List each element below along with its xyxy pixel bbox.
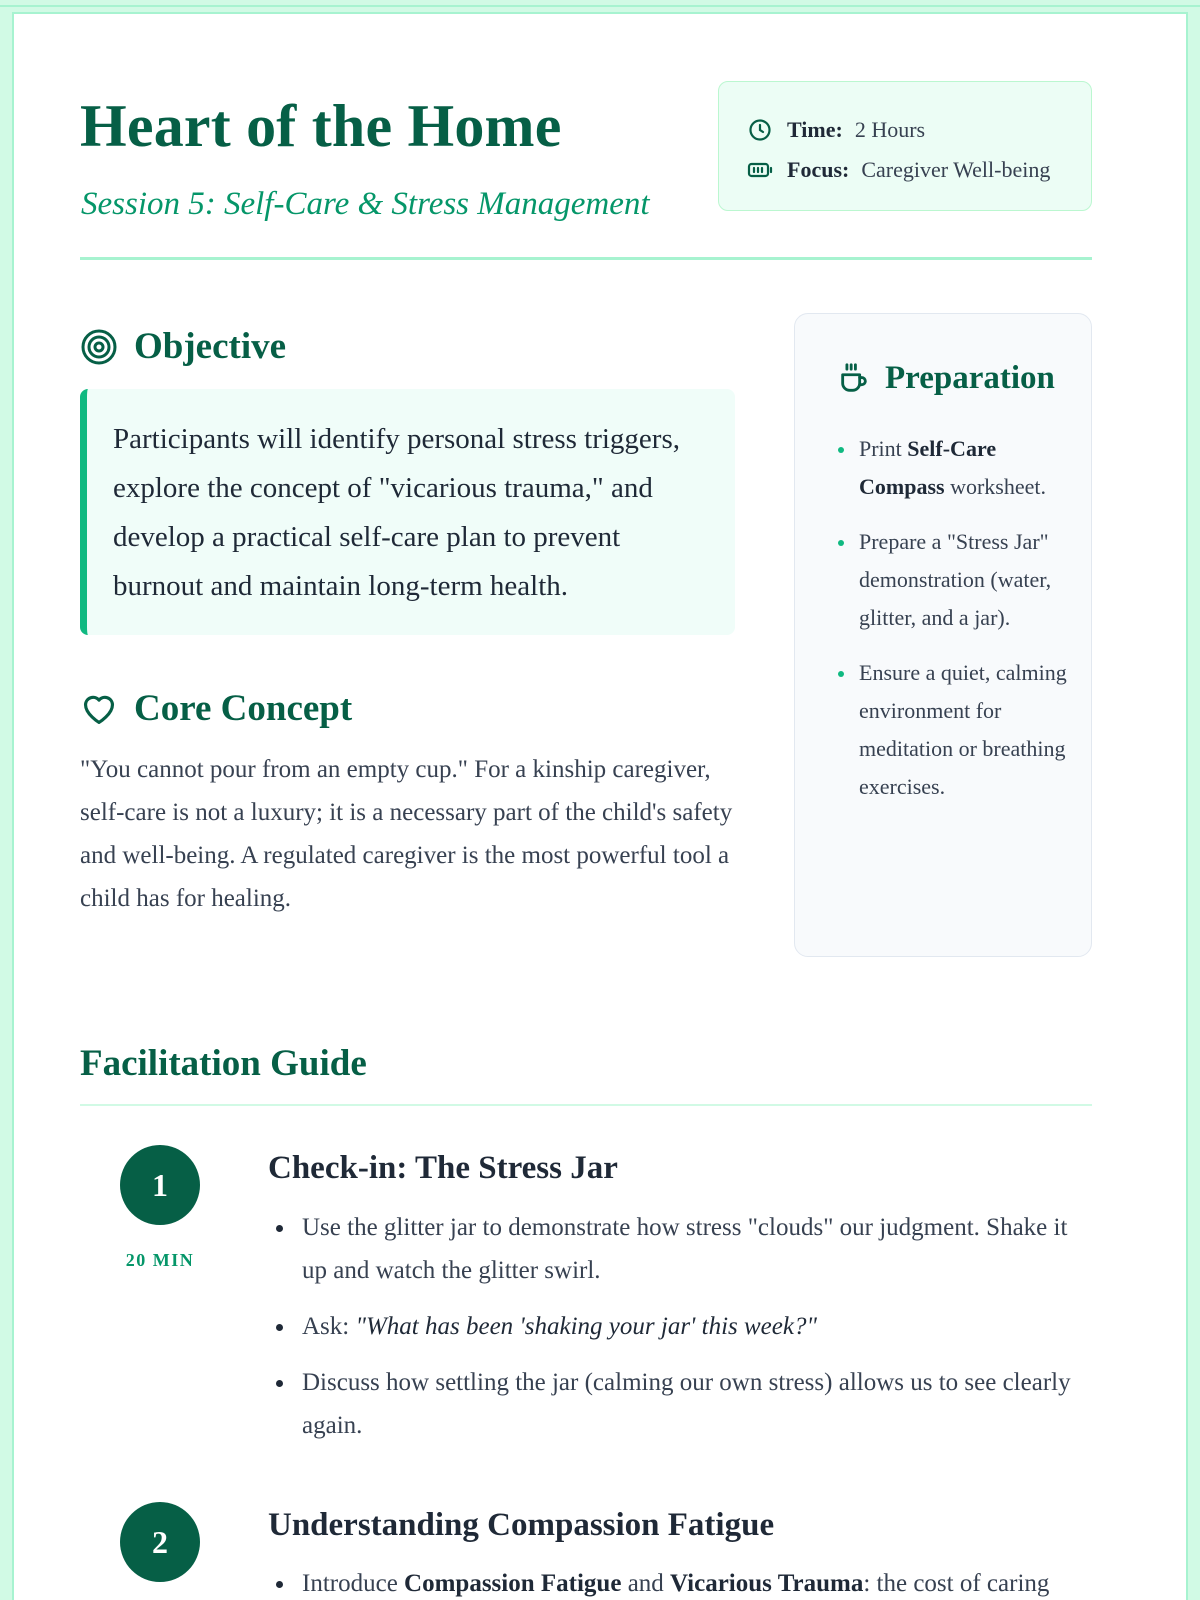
core-concept-heading-text: Core Concept (134, 688, 353, 729)
target-icon (80, 328, 118, 366)
page-subtitle: Session 5: Self-Care & Stress Management (81, 186, 650, 222)
coffee-cup-icon (837, 362, 871, 396)
step-title: Check-in: The Stress Jar (268, 1150, 618, 1186)
step-number-badge: 2 (120, 1502, 200, 1582)
objective-heading (80, 325, 286, 368)
meta-time-value: 2 Hours (854, 117, 926, 142)
core-concept-text: "You cannot pour from an empty cup." For a kinship caregiver, self-care is not a luxury; it is a necessary part of the child's safety and well-being. A regulated caregiver is the most powerful tool a child has for healing. (80, 756, 733, 912)
objective-text: Participants will identify personal stress triggers, explore the concept of "vicarious trauma," and develop a practical self-care plan to prevent burnout and maintain long-term health. (113, 423, 681, 602)
preparation-panel (794, 313, 1092, 957)
battery-icon (747, 157, 773, 183)
facilitation-divider (80, 1104, 1092, 1106)
preparation-item: Print Self-Care Compass worksheet. (837, 430, 1069, 506)
page-frame-line (0, 5, 1200, 7)
step-activity-item: Use the glitter jar to demonstrate how stress "clouds" our judgment. Shake it up and watch the glitter swirl. (268, 1206, 1088, 1292)
heart-icon (80, 690, 118, 728)
page-title: Heart of the Home (80, 93, 562, 159)
objective-heading-text: Objective (134, 326, 287, 367)
step-activity-item: Ask: "What has been 'shaking your jar' this week?" (268, 1305, 1088, 1348)
clock-icon (747, 117, 773, 143)
step-number-badge: 1 (120, 1145, 200, 1225)
meta-focus-row (747, 150, 1091, 190)
step-activity-item: Discuss how settling the jar (calming our own stress) allows us to see clearly again. (268, 1361, 1088, 1447)
facilitation-heading: Facilitation Guide (80, 1043, 367, 1084)
meta-time-row (747, 110, 1091, 150)
meta-time-label: Time: (787, 117, 843, 142)
session-meta-box (718, 81, 1092, 211)
meta-focus-label: Focus: (787, 157, 850, 182)
meta-focus-value: Caregiver Well-being (861, 157, 1051, 182)
preparation-item: Ensure a quiet, calming environment for meditation or breathing exercises. (837, 654, 1069, 806)
step-title: Understanding Compassion Fatigue (268, 1507, 775, 1543)
header-divider (80, 257, 1092, 260)
preparation-heading-text: Preparation (885, 360, 1055, 396)
preparation-list (837, 430, 1069, 823)
preparation-heading (837, 360, 1055, 397)
step-activity-list (268, 1562, 1088, 1600)
objective-callout (80, 389, 735, 635)
core-concept-heading (80, 687, 352, 730)
step-activity-list (268, 1206, 1088, 1460)
step-duration: 20 MIN (125, 1250, 195, 1270)
preparation-item: Prepare a "Stress Jar" demonstration (water, glitter, and a jar). (837, 523, 1069, 637)
step-activity-item: Introduce Compassion Fatigue and Vicarious Trauma: the cost of caring (268, 1562, 1088, 1600)
